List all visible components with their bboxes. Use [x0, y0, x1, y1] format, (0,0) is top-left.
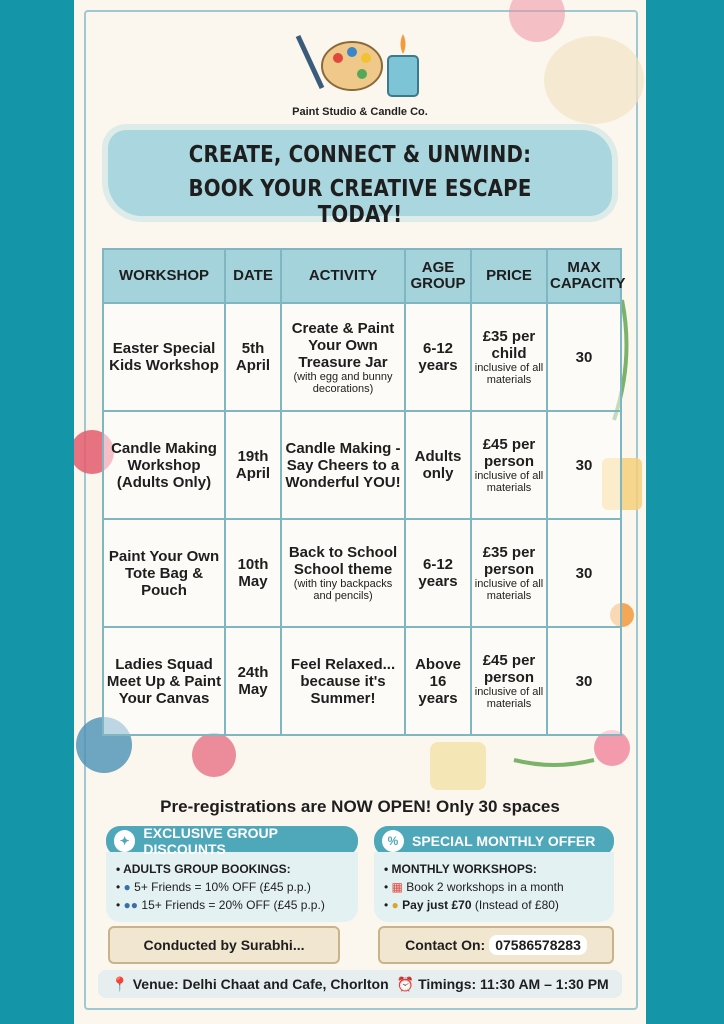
contact-label: Contact On:	[405, 937, 486, 953]
venue-text: Venue: Delhi Chaat and Cafe, Chorlton	[132, 976, 389, 992]
activity-note: (with egg and bunny decorations)	[293, 370, 393, 395]
group-discounts-header	[106, 826, 358, 856]
discount-item: • ● 5+ Friends = 10% OFF (£45 p.p.)	[116, 880, 311, 894]
header-date: DATE	[225, 249, 281, 303]
activity-text: Back to School School theme	[288, 544, 398, 578]
capacity-cell: 30	[547, 627, 621, 735]
table-row	[103, 519, 621, 627]
logo	[74, 30, 646, 118]
monthly-offer-subtitle-text: MONTHLY WORKSHOPS:	[391, 862, 537, 876]
group-discounts-title: EXCLUSIVE GROUP DISCOUNTS	[143, 825, 278, 857]
activity-note: (with tiny backpacks and pencils)	[293, 578, 393, 602]
conducted-by-text: Conducted by Surabhi...	[143, 937, 305, 953]
offer-price-note: (Instead of £80)	[474, 898, 559, 912]
person-icon: ●	[123, 880, 131, 894]
discount-item-text: 15+ Friends = 20% OFF (£45 p.p.)	[141, 898, 325, 912]
monthly-offer-title: SPECIAL MONTHLY OFFER	[412, 833, 596, 849]
age-cell: 6-12 years	[405, 303, 471, 411]
age-cell: Above 16 years	[405, 627, 471, 735]
activity-text: Candle Making - Say Cheers to a Wonderful YOU!	[285, 439, 401, 491]
workshop-cell: Ladies Squad Meet Up & Paint Your Canvas	[103, 627, 225, 735]
date-cell: 19th April	[225, 411, 281, 519]
contact-phone: 07586578283	[489, 935, 587, 955]
conducted-by-scroll	[108, 926, 340, 964]
leaf-branch-bottom-icon	[514, 760, 594, 765]
activity-cell	[281, 519, 405, 627]
table-row	[103, 411, 621, 519]
offer-price-bold: Pay just £70	[402, 898, 472, 912]
headline-banner	[108, 130, 612, 228]
price-cell	[471, 303, 547, 411]
headline-line-1: CREATE, CONNECT & UNWIND:	[188, 142, 532, 168]
table-header-row	[103, 249, 621, 303]
money-bag-icon: ●	[391, 898, 399, 912]
activity-text: Feel Relaxed... because it's Summer!	[290, 655, 396, 707]
workshop-cell: Easter Special Kids Workshop	[103, 303, 225, 411]
date-cell: 5th April	[225, 303, 281, 411]
palette-candle-logo-icon	[290, 30, 430, 102]
poster	[74, 0, 646, 1024]
activity-cell	[281, 411, 405, 519]
age-cell: Adults only	[405, 411, 471, 519]
group-discounts-box	[106, 826, 358, 918]
party-popper-icon: ✦	[114, 830, 135, 852]
header-age-group: AGE GROUP	[405, 249, 471, 303]
group-discounts-body	[106, 852, 358, 922]
discount-item-text: 5+ Friends = 10% OFF (£45 p.p.)	[134, 880, 311, 894]
price-cell	[471, 519, 547, 627]
timings-text: Timings: 11:30 AM – 1:30 PM	[418, 976, 609, 992]
offer-item: • ● Pay just £70 (Instead of £80)	[384, 898, 559, 912]
price-text: £45 per person	[482, 652, 536, 686]
price-note: inclusive of all materials	[474, 470, 544, 494]
monthly-offer-subtitle: • MONTHLY WORKSHOPS:	[384, 862, 537, 876]
workshop-cell: Paint Your Own Tote Bag & Pouch	[103, 519, 225, 627]
header-activity: ACTIVITY	[281, 249, 405, 303]
header-max-capacity: MAX CAPACITY	[547, 249, 621, 303]
headline-line-2: BOOK YOUR CREATIVE ESCAPE TODAY!	[188, 176, 532, 228]
price-text: £45 per person	[482, 436, 536, 470]
calendar-icon: ▦	[391, 880, 403, 894]
discount-item: • ●● 15+ Friends = 20% OFF (£45 p.p.)	[116, 898, 325, 912]
contact-scroll	[378, 926, 614, 964]
clock-icon: ⏰	[396, 975, 415, 992]
preregistration-notice: Pre-registrations are NOW OPEN! Only 30 spaces	[160, 797, 560, 816]
price-cell	[471, 627, 547, 735]
candle-bottom-icon	[430, 742, 486, 790]
percent-icon: %	[382, 830, 404, 852]
venue-bar	[98, 970, 622, 998]
activity-text: Create & Paint Your Own Treasure Jar	[291, 319, 395, 371]
group-discounts-subtitle: • ADULTS GROUP BOOKINGS:	[116, 862, 291, 876]
people-icon: ●●	[123, 898, 139, 912]
price-note: inclusive of all materials	[474, 686, 544, 710]
date-cell: 24th May	[225, 627, 281, 735]
capacity-cell: 30	[547, 303, 621, 411]
monthly-offer-body	[374, 852, 614, 922]
group-discounts-subtitle-text: ADULTS GROUP BOOKINGS:	[123, 862, 291, 876]
brand-name: Paint Studio & Candle Co.	[292, 106, 428, 118]
table-row	[103, 627, 621, 735]
header-price: PRICE	[471, 249, 547, 303]
workshop-cell: Candle Making Workshop (Adults Only)	[103, 411, 225, 519]
activity-cell	[281, 303, 405, 411]
age-cell: 6-12 years	[405, 519, 471, 627]
capacity-cell: 30	[547, 411, 621, 519]
workshop-schedule-table	[102, 248, 626, 736]
price-text: £35 per child	[482, 328, 536, 362]
activity-cell	[281, 627, 405, 735]
price-note: inclusive of all materials	[474, 362, 544, 386]
header-workshop: WORKSHOP	[103, 249, 225, 303]
date-cell: 10th May	[225, 519, 281, 627]
capacity-cell: 30	[547, 519, 621, 627]
location-pin-icon: 📍	[111, 975, 129, 992]
offer-item-text: Book 2 workshops in a month	[406, 880, 564, 894]
offer-item: • ▦ Book 2 workshops in a month	[384, 880, 564, 894]
price-text: £35 per person	[482, 544, 536, 578]
table-row	[103, 303, 621, 411]
price-cell	[471, 411, 547, 519]
monthly-offer-box	[374, 826, 614, 918]
yarn-ball-pink-icon	[192, 733, 236, 777]
price-note: inclusive of all materials	[474, 578, 544, 602]
